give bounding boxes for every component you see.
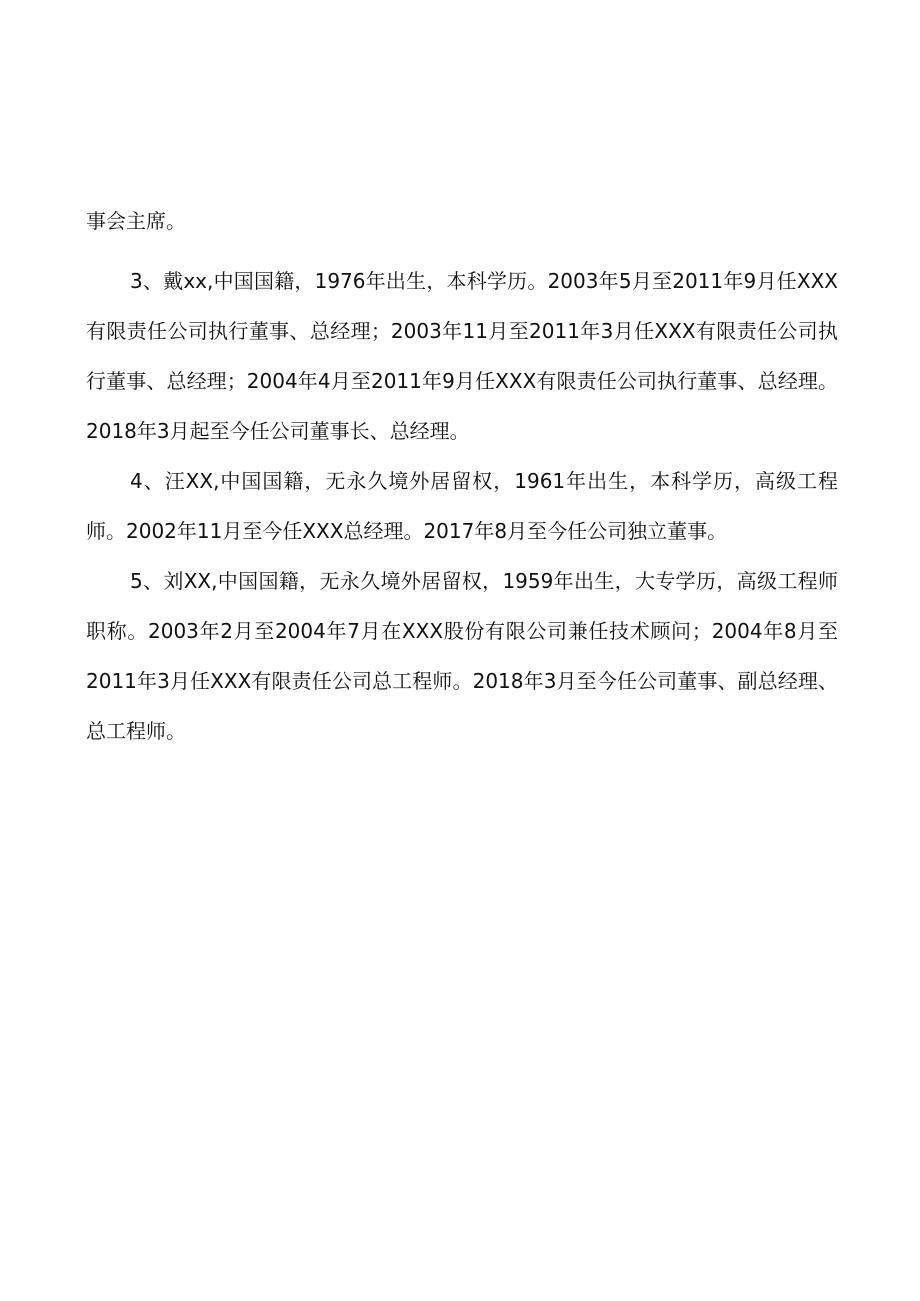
paragraph-gap xyxy=(86,246,838,256)
paragraph-person-4: 4、汪XX,中国国籍，无永久境外居留权，1961年出生，本科学历，高级工程师。2002年11月至今任XXX总经理。2017年8月至今任公司独立董事。 xyxy=(86,469,838,543)
document-body xyxy=(86,196,838,756)
paragraph-person-5: 5、刘XX,中国国籍，无永久境外居留权，1959年出生，大专学历，高级工程师职称。2003年2月至2004年7月在XXX股份有限公司兼任技术顾问；2004年8月至2011年3月任XXX有限责任公司总工程师。2018年3月至今任公司董事、副总经理、总工程师。 xyxy=(86,569,838,743)
paragraph-continuation: 事会主席。 xyxy=(86,209,186,233)
paragraph-person-3: 3、戴xx,中国国籍，1976年出生，本科学历。2003年5月至2011年9月任XXX有限责任公司执行董事、总经理；2003年11月至2011年3月任XXX有限责任公司执行董事、总经理；2004年4月至2011年9月任XXX有限责任公司执行董事、总经理。2018年3月起至今任公司董事长、总经理。 xyxy=(86,269,838,443)
